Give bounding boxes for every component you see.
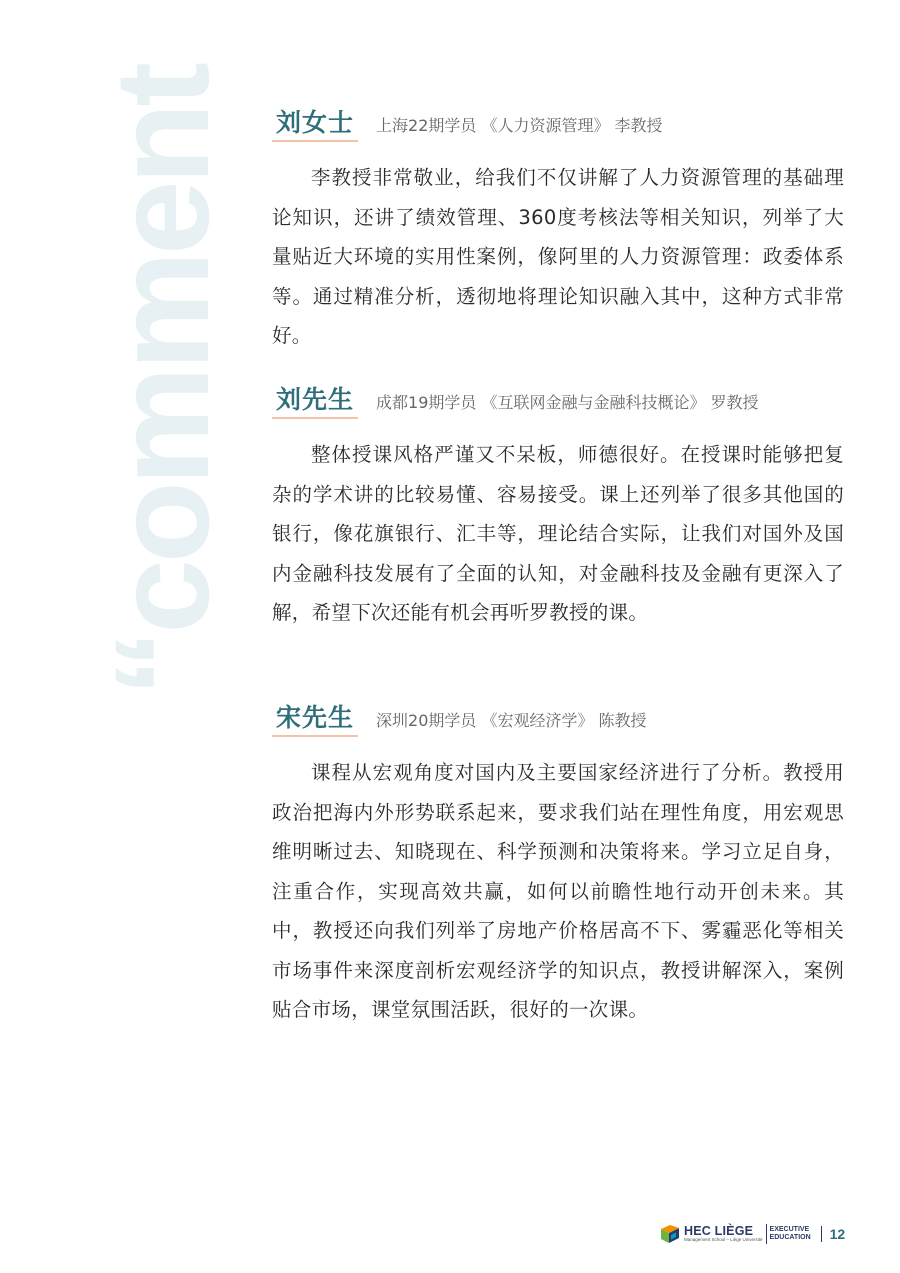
testimonial-name: 宋先生 (272, 704, 358, 737)
decorative-comment-word (88, 62, 237, 702)
testimonial-name: 刘女士 (272, 109, 358, 142)
page-number: 12 (829, 1226, 846, 1242)
testimonial-entry (272, 701, 844, 1030)
testimonial-entry (272, 383, 844, 633)
testimonial-meta: 上海22期学员 《人力资源管理》 李教授 (376, 116, 663, 135)
testimonial-header (272, 701, 844, 737)
logo-divider (766, 1224, 767, 1244)
testimonial-body: 课程从宏观角度对国内及主要国家经济进行了分析。教授用政治把海内外形势联系起来，要求我们站在理性角度，用宏观思维明晰过去、知晓现在、科学预测和决策将来。学习立足自身，注重合作，实现高效共赢，如何以前瞻性地行动开创未来。其中，教授还向我们列举了房地产价格居高不下、雾霾恶化等相关市场事件来深度剖析宏观经济学的知识点，教授讲解深入，案例贴合市场，课堂氛围活跃，很好的一次课。 (272, 761, 844, 1021)
logo-name: HEC LIÈGE (684, 1224, 754, 1238)
hec-liege-logo (660, 1222, 845, 1246)
decorative-comment-text: “comment (88, 66, 237, 697)
testimonial-body: 李教授非常敬业，给我们不仅讲解了人力资源管理的基础理论知识，还讲了绩效管理、360度考核法等相关知识，列举了大量贴近大环境的实用性案例，像阿里的人力资源管理：政委体系等。通过精准分析，透彻地将理论知识融入其中，这种方式非常好。 (272, 166, 844, 347)
testimonial-meta: 深圳20期学员 《宏观经济学》 陈教授 (376, 711, 647, 730)
hec-logo-mark-icon (660, 1224, 680, 1244)
page-number-divider (821, 1226, 822, 1242)
testimonial-name: 刘先生 (272, 386, 358, 419)
testimonial-meta: 成都19期学员 《互联网金融与金融科技概论》 罗教授 (376, 393, 759, 412)
testimonial-entry (272, 106, 844, 356)
exec-line-1: EXECUTIVE (769, 1226, 810, 1233)
testimonial-header (272, 106, 844, 142)
testimonial-body: 整体授课风格严谨又不呆板，师德很好。在授课时能够把复杂的学术讲的比较易懂、容易接受。课上还列举了很多其他国的银行，像花旗银行、汇丰等，理论结合实际，让我们对国外及国内金融科技发展有了全面的认知，对金融科技及金融有更深入了解，希望下次还能有机会再听罗教授的课。 (272, 443, 844, 624)
logo-tagline: Management School – Liège Université (684, 1237, 763, 1242)
exec-line-2: EDUCATION (769, 1234, 811, 1241)
logo-executive-education (770, 1226, 811, 1242)
logo-wordmark (684, 1225, 763, 1243)
testimonial-header (272, 383, 844, 419)
